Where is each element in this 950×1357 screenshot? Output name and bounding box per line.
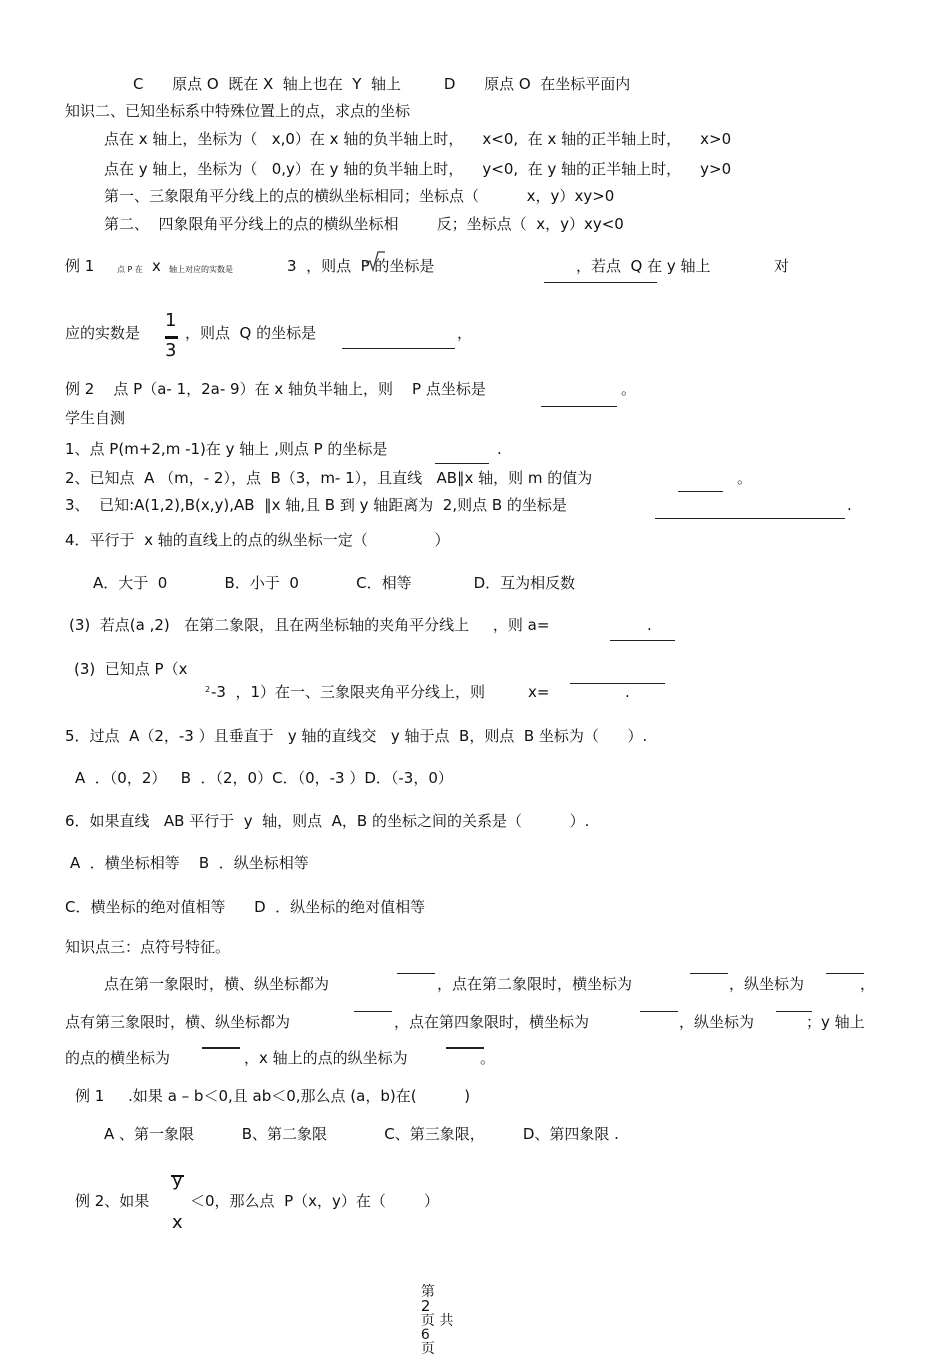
footer-total-pages: 6 <box>420 1327 430 1343</box>
question-6-options-cd: C．横坐标的绝对值相等 D ．纵坐标的绝对值相等 <box>65 898 426 916</box>
question-sub-3b-end: . <box>625 683 630 701</box>
example-1-small-text: 点 P 在 <box>117 265 143 274</box>
answer-blank <box>640 1011 678 1012</box>
question-3: 3、 已知:A(1,2),B(x,y),AB ∥x 轴,且 B 到 y 轴距离为 2,则点 B 的坐标是 <box>65 496 567 514</box>
fraction-denominator: 3 <box>165 340 177 361</box>
question-1: 1、点 P(m+2,m -1)在 y 轴上 ,则点 P 的坐标是 <box>65 440 388 458</box>
rule-quadrant-2-4: 第二、 四象限角平分线上的点的横纵坐标相 反；坐标点（ x，y）xy<0 <box>104 215 624 233</box>
example-3-1: 例 1 .如果 a – b＜0,且 ab＜0,那么点 (a，b)在( ) <box>75 1087 471 1105</box>
example-3-2: 例 2、如果 <box>75 1192 150 1210</box>
answer-blank <box>544 282 657 283</box>
answer-blank <box>826 973 864 974</box>
answer-blank <box>342 348 455 349</box>
rule-quadrant-1-3: 第一、三象限角平分线上的点的横纵坐标相同；坐标点（ x，y）xy>0 <box>104 187 615 205</box>
example-1-text-2: ，若点 Q 在 y 轴上 <box>576 257 711 275</box>
sqrt-icon <box>364 250 386 272</box>
sign-rule-1: 点在第一象限时，横、纵坐标都为 <box>104 975 330 993</box>
rule-x-axis: 点在 x 轴上，坐标为（ x,0）在 x 轴的负半轴上时， x<0, 在 x 轴的正半轴上时， x>0 <box>104 130 732 148</box>
fraction-numerator: y <box>172 1170 183 1191</box>
question-sub-3a: (3) 若点(a ,2) 在第二象限，且在两坐标轴的夹角平分线上 ，则 a= <box>69 616 550 634</box>
answer-blank <box>655 518 845 519</box>
question-2-end: 。 <box>737 469 753 487</box>
example-1-x: x <box>152 257 161 275</box>
answer-blank <box>354 1011 392 1012</box>
answer-blank <box>610 640 675 641</box>
sign-rule-1b: ，点在第二象限时，横坐标为 <box>437 975 633 993</box>
sign-rule-2c: ，纵坐标为 <box>679 1013 755 1031</box>
question-6-options-ab: A ．横坐标相等 B ．纵坐标相等 <box>70 854 309 872</box>
example-1-text-3: 对 <box>774 257 790 275</box>
question-1-end: . <box>497 440 502 458</box>
sign-rule-2d: ；y 轴上 <box>806 1013 865 1031</box>
question-2: 2、已知点 A （m，- 2），点 B（3，m- 1），且直线 AB∥x 轴，则 m 的值为 <box>65 469 593 487</box>
example-3-1-options: A 、第一象限 B、第二象限 C、第三象限， D、第四象限 . <box>104 1125 619 1143</box>
section-heading-3: 知识点三：点符号特征。 <box>65 938 231 956</box>
answer-blank <box>202 1047 240 1049</box>
example-2-end: 。 <box>621 380 637 398</box>
question-4-options: A．大于 0 B．小于 0 C．相等 D．互为相反数 <box>93 574 576 592</box>
sign-rule-3c: 。 <box>480 1049 496 1067</box>
answer-blank <box>570 683 665 684</box>
sign-rule-3: 的点的横坐标为 <box>65 1049 171 1067</box>
answer-blank <box>446 1047 484 1049</box>
answer-blank <box>690 973 728 974</box>
question-6: 6．如果直线 AB 平行于 y 轴，则点 A，B 的坐标之间的关系是（ ）. <box>65 812 590 830</box>
fraction-denominator: x <box>172 1212 183 1233</box>
sign-rule-3b: ，x 轴上的点的纵坐标为 <box>244 1049 408 1067</box>
example-2: 例 2 点 P（a- 1，2a- 9）在 x 轴负半轴上，则 P 点坐标是 <box>65 380 486 398</box>
answer-blank <box>435 463 489 464</box>
example-1-cont: 应的实数是 <box>65 324 141 342</box>
footer-prefix: 第 <box>420 1284 435 1300</box>
question-sub-3b-cont: -3 ，1）在一、三象限夹角平分线上，则 x= <box>211 683 550 701</box>
rule-y-axis: 点在 y 轴上，坐标为（ 0,y）在 y 轴的负半轴上时， y<0, 在 y 轴的正半轴上时， y>0 <box>104 160 732 178</box>
sign-rule-1c: ，纵坐标为 <box>729 975 805 993</box>
superscript: 2 <box>205 685 211 694</box>
answer-blank <box>776 1011 812 1012</box>
example-3-2-cont: ＜0，那么点 P（x，y）在（ ） <box>190 1192 440 1210</box>
answer-blank <box>397 973 435 974</box>
fraction-bar <box>165 336 178 339</box>
self-test-heading: 学生自测 <box>65 409 126 427</box>
question-5-options: A ．（0，2） B ．（2，0）C．（0，-3 ）D．（-3，0） <box>75 769 453 787</box>
answer-blank <box>678 491 723 492</box>
question-4: 4．平行于 x 轴的直线上的点的纵坐标一定（ ） <box>65 531 450 549</box>
example-1-cont-3: ， <box>457 324 473 342</box>
question-5: 5．过点 A（2，-3 ）且垂直于 y 轴的直线交 y 轴于点 B，则点 B 坐标为（ ）. <box>65 727 648 745</box>
sign-rule-2b: ，点在第四象限时，横坐标为 <box>394 1013 590 1031</box>
sign-rule-2: 点有第三象限时，横、纵坐标都为 <box>65 1013 291 1031</box>
answer-blank <box>541 406 617 407</box>
example-1-cont-2: ，则点 Q 的坐标是 <box>185 324 317 342</box>
footer-page-number: 2 <box>420 1297 431 1315</box>
example-1-small-text-2: 轴上对应的实数是 <box>169 265 233 274</box>
sign-rule-1d: ， <box>860 975 876 993</box>
footer-middle: 页 共 <box>420 1313 454 1329</box>
option-c-d-line: C 原点 O 既在 X 轴上也在 Y 轴上 D 原点 O 在坐标平面内 <box>133 75 631 93</box>
section-heading-2: 知识二、已知坐标系中特殊位置上的点，求点的坐标 <box>65 102 411 120</box>
example-1-label: 例 1 <box>65 257 95 275</box>
fraction-numerator: 1 <box>165 310 177 331</box>
page-footer <box>412 1271 453 1356</box>
question-3-end: . <box>847 496 852 514</box>
example-1-text: 3 ，则点 P 的坐标是 <box>287 257 435 275</box>
question-sub-3a-end: . <box>647 616 652 634</box>
footer-suffix: 页 <box>420 1341 435 1357</box>
question-sub-3b: (3) 已知点 P（x <box>74 660 188 678</box>
